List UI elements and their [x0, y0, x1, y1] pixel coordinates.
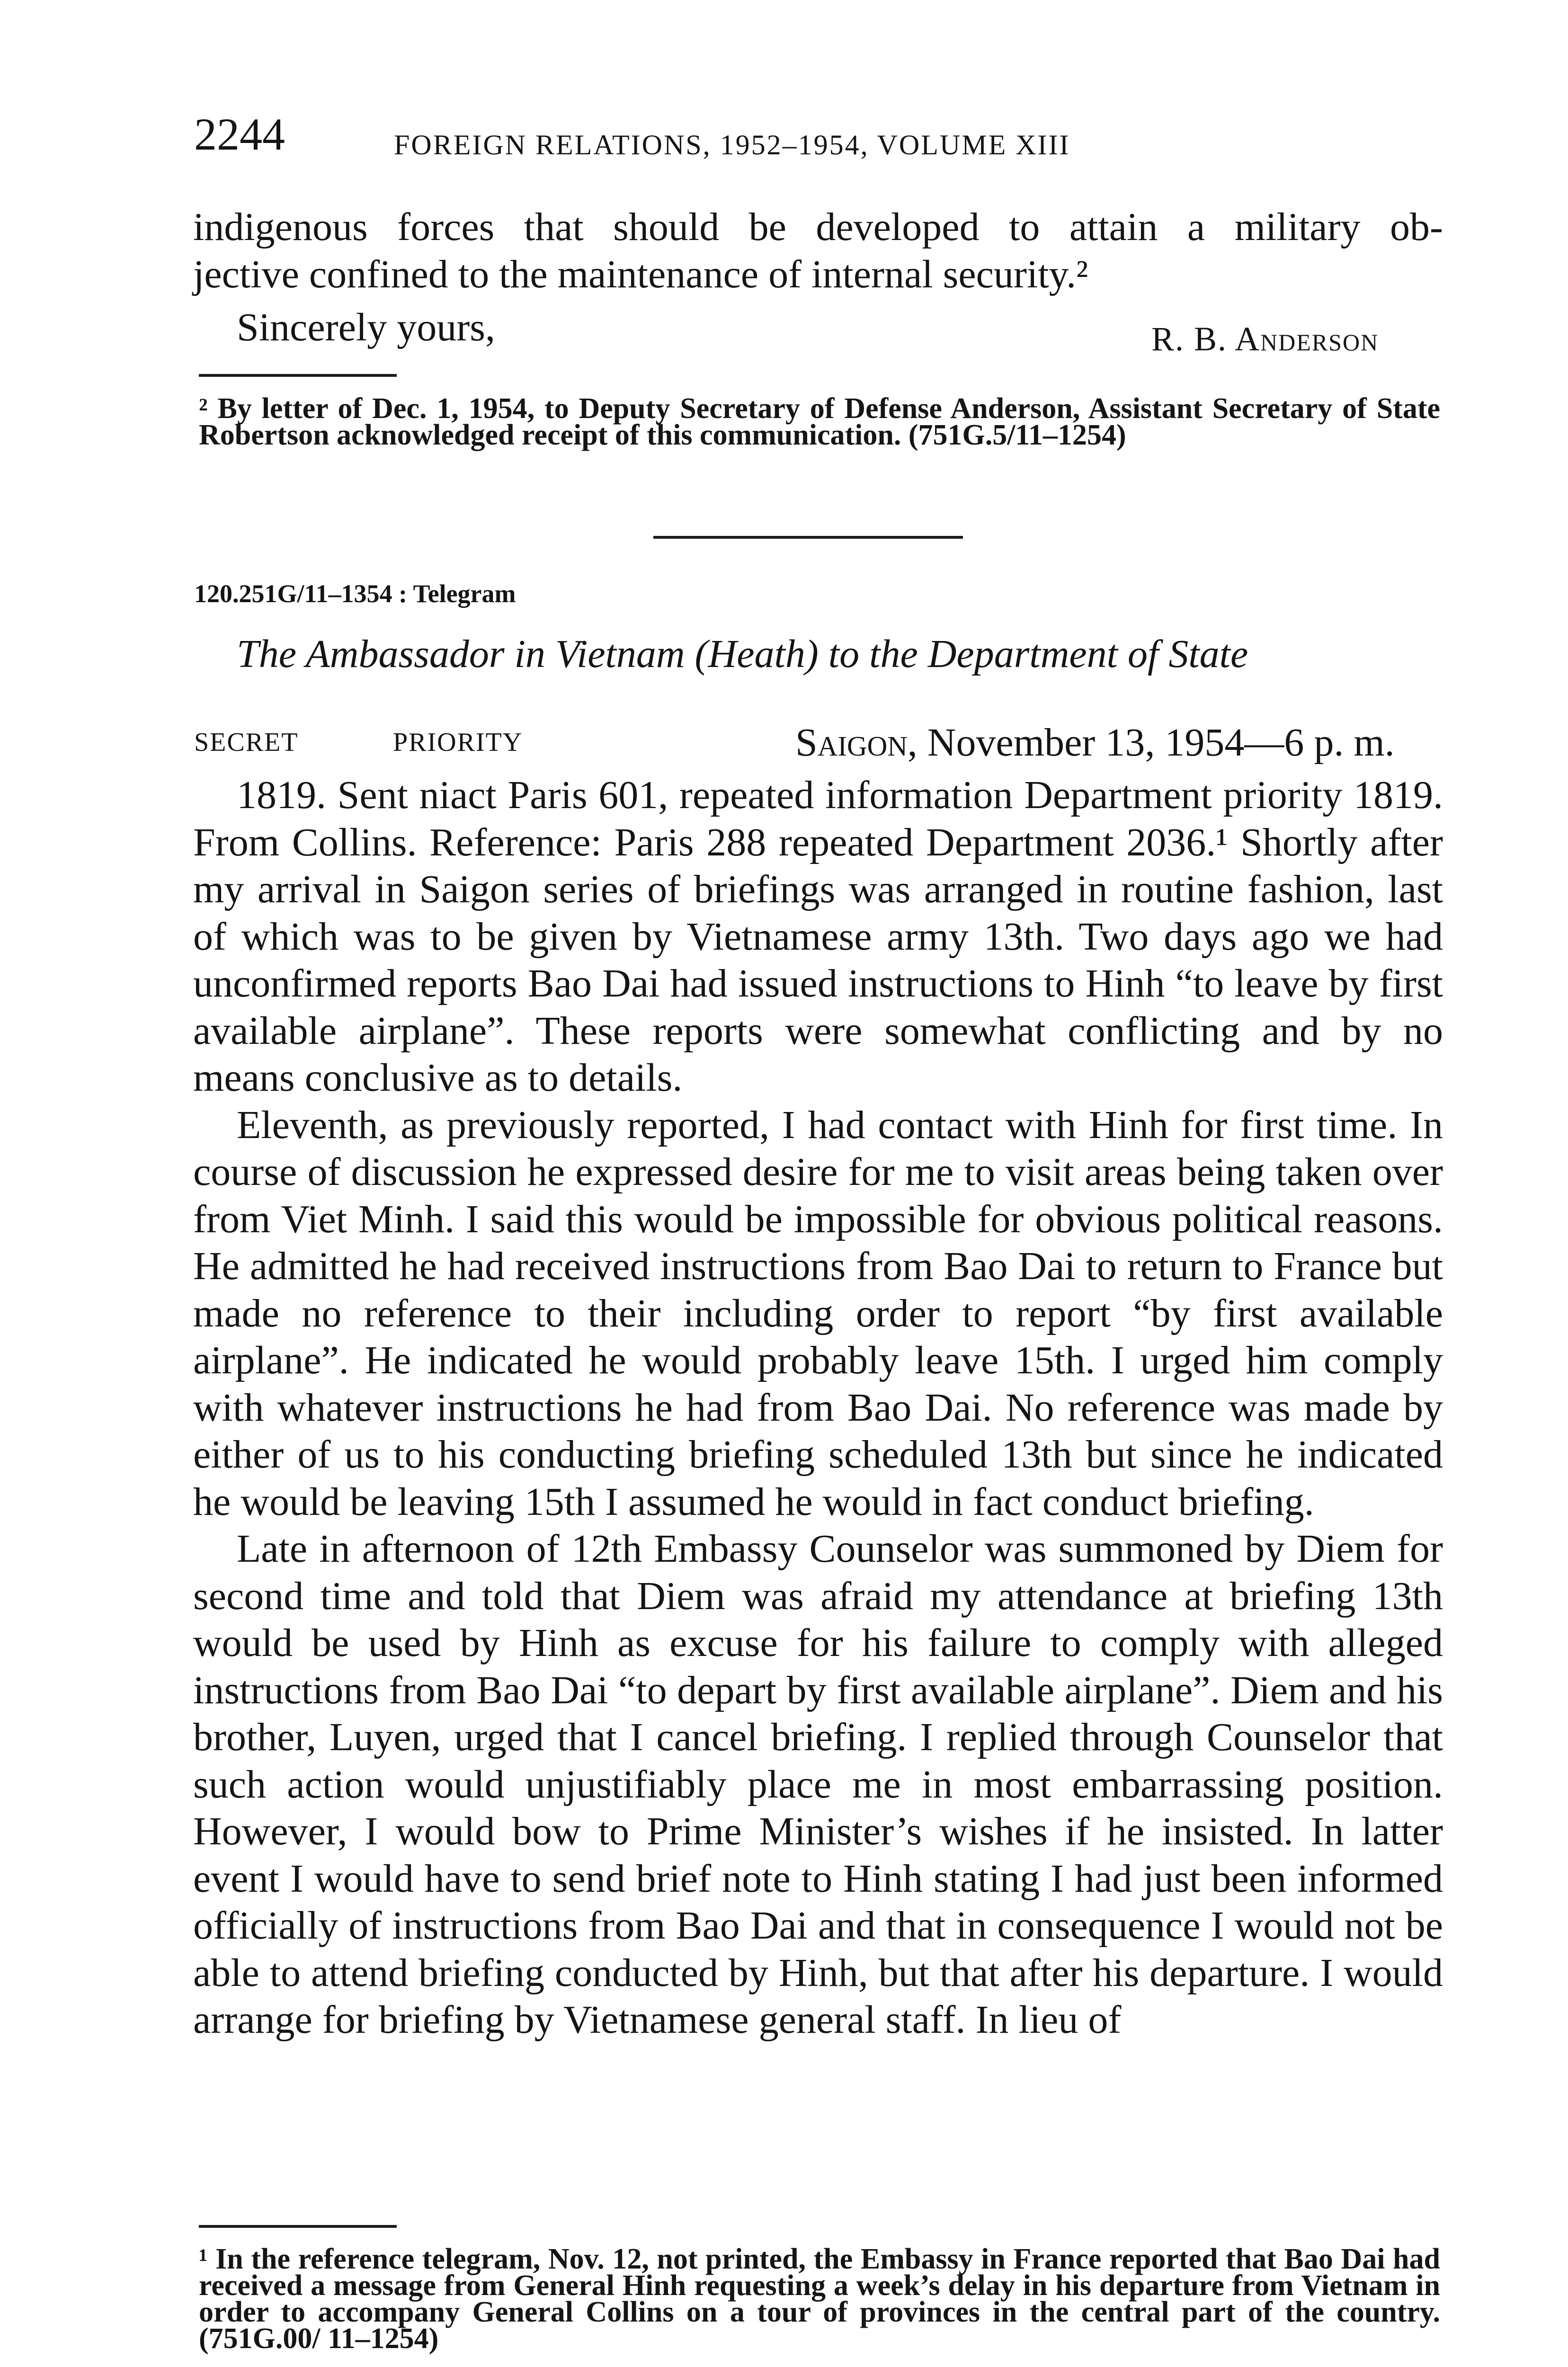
footnote-rule — [199, 2225, 397, 2228]
document-title: The Ambassador in Vietnam (Heath) to the Department of State — [237, 632, 1248, 676]
paragraph: Late in afternoon of 12th Embassy Counselor was summoned by Diem for second time and told that Diem was afraid my attendance at briefing 13th would be used by Hinh as excuse for his failure to comply with alleged instructions from Bao Dai “to depart by first available airplane”. Diem and his brother, Luyen, urged that I cancel briefing. I replied through Counselor that such action would unjustifiably place me in most embarrassing position. However, I would bow to Prime Minister’s wishes if he insisted. In latter event I would have to send brief note to Hinh stating I had just been informed officially of instructions from Bao Dai and that in consequence I would not be able to attend briefing conducted by Hinh, but that after his departure. I would arrange for briefing by Vietnamese general staff. In lieu of — [193, 1527, 1443, 2042]
paragraph: Eleventh, as previously reported, I had contact with Hinh for first time. In course of discussion he expressed desire for me to visit areas being taken over from Viet Minh. I said this would be impossible for obvious political reasons. He admitted he had received instructions from Bao Dai to return to France but made no reference to their including order to report “by first available airplane”. He indicated he would probably leave 15th. I urged him comply with whatever instructions he had from Bao Dai. No reference was made by either of us to his conducting briefing scheduled 13th but since he indicated he would be leaving 15th I assumed he would in fact conduct briefing. — [193, 1103, 1443, 1524]
running-head: FOREIGN RELATIONS, 1952–1954, VOLUME XIII — [394, 129, 1070, 160]
document-separator — [653, 536, 963, 539]
footnote-1: ¹ In the reference telegram, Nov. 12, not printed, the Embassy in France reported that Bao Dai had received a message from General Hinh requesting a week’s delay in his departure from Vietnam in order to accompany General Collins on a tour of provinces in the central part of the country. (751G.00/ 11–1254) — [199, 2243, 1440, 2355]
classification: SECRET — [194, 728, 299, 757]
paragraph: 1819. Sent niact Paris 601, repeated information Department priority 1819. From Collins. Reference: Paris 288 repeated Department 2036.¹ Shortly after my arrival in Saigon series of briefings was arranged in routine fashion, last of which was to be given by Vietnamese army 13th. Two days ago we had unconfirmed reports Bao Dai had issued instructions to Hinh “to leave by first available airplane”. These reports were somewhat conflicting and by no means conclusive as to details. — [193, 773, 1443, 1100]
telegram-body — [193, 772, 1443, 2044]
footnote-2: ² By letter of Dec. 1, 1954, to Deputy Secretary of Defense Anderson, Assistant Secretary of State Robertson acknowledged receipt of this communication. (751G.5/11–1254) — [199, 392, 1440, 451]
dateline-place: Saigon — [795, 721, 908, 765]
text-line: jective confined to the maintenance of internal security.² — [193, 252, 1088, 296]
text-line: indigenous forces that should be developed to attain a military ob- — [193, 205, 1443, 249]
dateline-date: , November 13, 1954—6 p. m. — [907, 721, 1395, 765]
signoff: Sincerely yours, — [237, 305, 495, 349]
previous-document-text — [193, 204, 1443, 298]
dateline — [795, 723, 1395, 763]
signature: R. B. Anderson — [1151, 320, 1379, 358]
document-file-id: 120.251G/11–1354 : Telegram — [194, 579, 516, 608]
footnote-rule — [199, 374, 397, 377]
precedence: PRIORITY — [393, 728, 523, 757]
page-number: 2244 — [194, 109, 285, 160]
